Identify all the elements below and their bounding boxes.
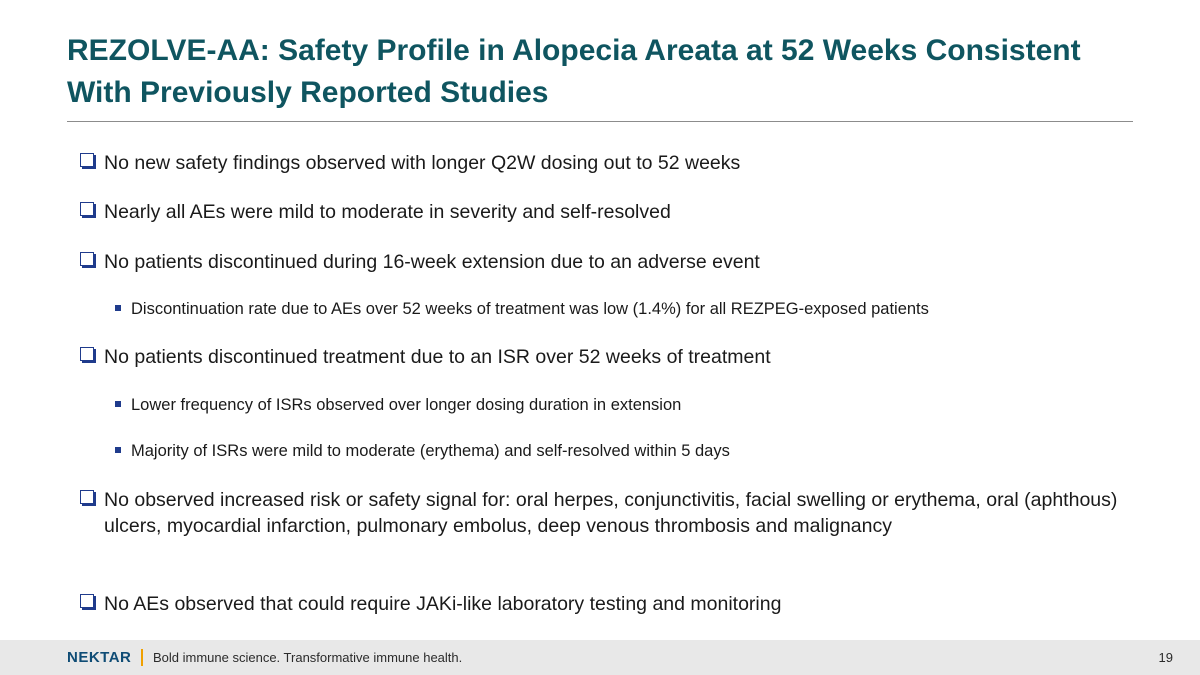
slide-title: REZOLVE-AA: Safety Profile in Alopecia Areata at 52 Weeks Consistent With Previously Reported Studies <box>67 34 1081 109</box>
bullet-text: No patients discontinued during 16-week extension due to an adverse event <box>104 251 760 273</box>
footer-tagline: Bold immune science. Transformative immune health. <box>153 650 463 665</box>
sub-bullet-text: Lower frequency of ISRs observed over longer dosing duration in extension <box>131 396 682 414</box>
slide-footer <box>0 640 1200 675</box>
bullet-text: No new safety findings observed with longer Q2W dosing out to 52 weeks <box>104 152 741 174</box>
sub-bullet-item <box>115 395 1115 415</box>
checkbox-bullet-icon <box>80 347 94 361</box>
checkbox-bullet-icon <box>80 252 94 266</box>
sub-bullet-text: Majority of ISRs were mild to moderate (erythema) and self-resolved within 5 days <box>131 442 730 460</box>
square-bullet-icon <box>115 401 121 407</box>
sub-bullet-text: Discontinuation rate due to AEs over 52 weeks of treatment was low (1.4%) for all REZPEG-exposed patients <box>131 300 929 318</box>
bullet-text: No patients discontinued treatment due to an ISR over 52 weeks of treatment <box>104 346 771 368</box>
checkbox-bullet-icon <box>80 594 94 608</box>
bullet-item <box>80 249 1120 275</box>
nektar-logo: NEKTAR <box>67 649 132 666</box>
bullet-item <box>80 344 1120 370</box>
sub-bullet-item <box>115 299 1115 319</box>
checkbox-bullet-icon <box>80 202 94 216</box>
square-bullet-icon <box>115 447 121 453</box>
bullet-text: Nearly all AEs were mild to moderate in severity and self-resolved <box>104 201 671 223</box>
bullet-item <box>80 150 1120 176</box>
page-number: 19 <box>1158 650 1173 665</box>
checkbox-bullet-icon <box>80 153 94 167</box>
bullet-item <box>80 487 1120 539</box>
square-bullet-icon <box>115 305 121 311</box>
footer-separator <box>141 649 143 666</box>
bullet-item <box>80 199 1120 225</box>
bullet-text: No observed increased risk or safety signal for: oral herpes, conjunctivitis, facial swelling or erythema, oral (aphthous) ulcers, myocardial infarction, pulmonary embolus, deep venous thrombosis and malignancy <box>104 489 1118 537</box>
bullet-text: No AEs observed that could require JAKi-like laboratory testing and monitoring <box>104 593 782 615</box>
bullet-item <box>80 591 1120 617</box>
checkbox-bullet-icon <box>80 490 94 504</box>
sub-bullet-item <box>115 441 1115 461</box>
